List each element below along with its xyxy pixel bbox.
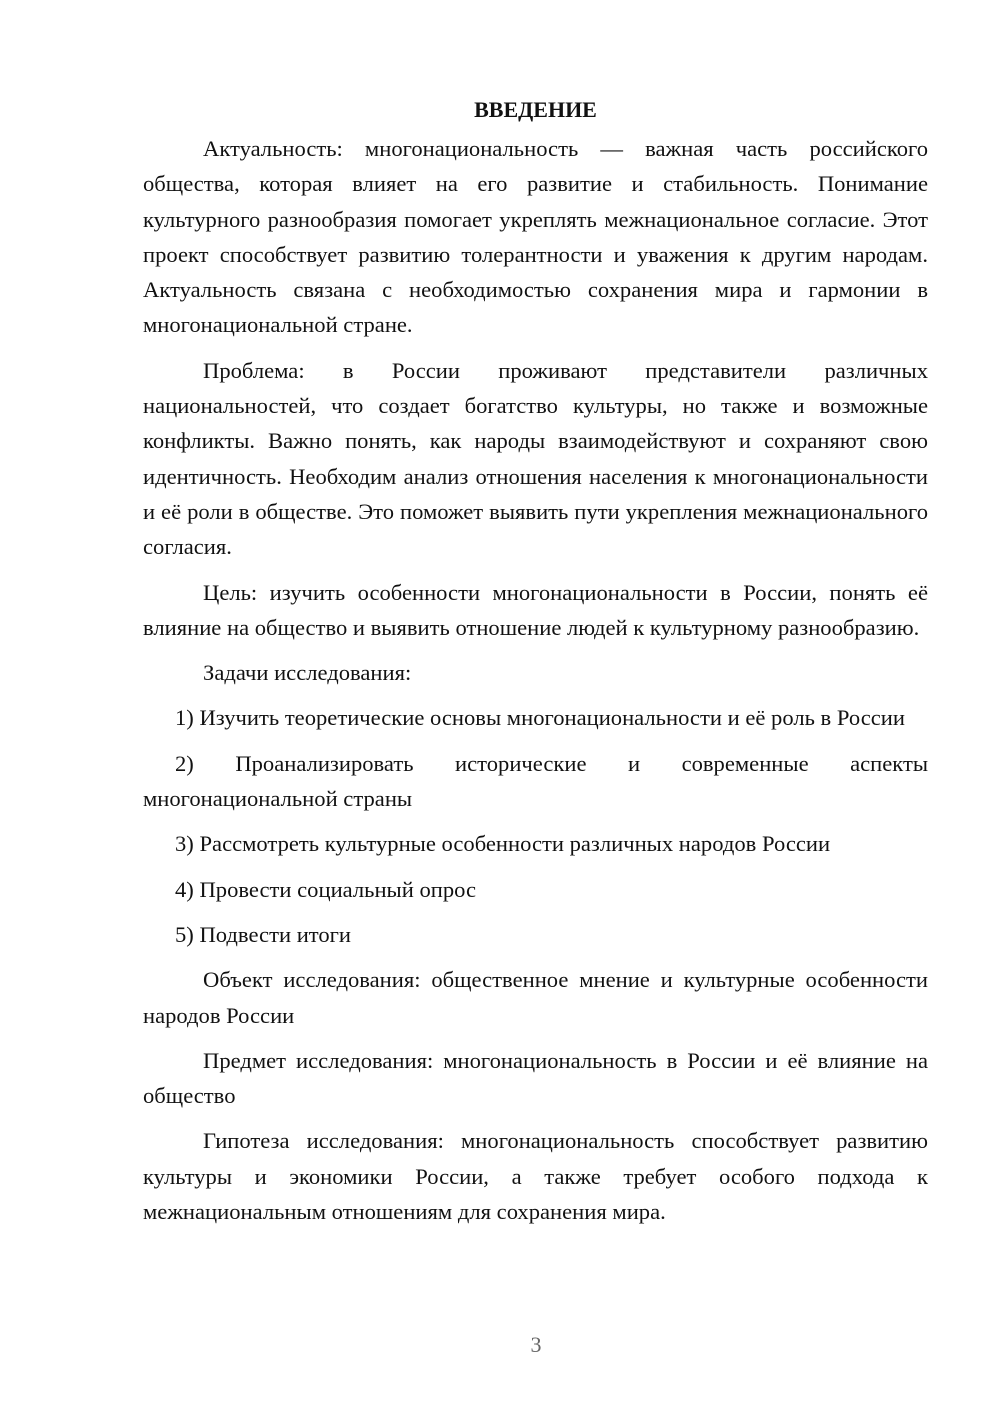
section-title: ВВЕДЕНИЕ — [474, 97, 597, 122]
task-item-1: 1) Изучить теоретические основы многонациональности и её роль в России — [175, 705, 905, 731]
document-page — [143, 92, 928, 1239]
task-item-2: 2) Проанализировать исторические и современные аспекты многонациональной страны — [143, 750, 928, 812]
tasks-heading: Задачи исследования: — [203, 660, 412, 686]
paragraph-goal: Цель: изучить особенности многонациональности в России, понять её влияние на общество и выявить отношение людей к культурному разнообразию. — [143, 579, 928, 640]
task-item-3: 3) Рассмотреть культурные особенности различных народов России — [175, 831, 831, 857]
paragraph-problem: Проблема: в России проживают представители различных национальностей, что создает богатство культуры, но также и возможные конфликты. Важно понять, как народы взаимодействуют и сохраняют свою идентичность. Необходим анализ отношения населения к многонациональности и её роли в обществе. Это поможет выявить пути укрепления межнационального согласия. — [143, 357, 928, 560]
paragraph-relevance: Актуальность: многонациональность — важная часть российского общества, которая влияет на его развитие и стабильность. Понимание культурного разнообразия помогает укреплять межнациональное согласие. Этот проект способствует развитию толерантности и уважения к другим народам. Актуальность связана с необходимостью сохранения мира и гармонии в многонациональной стране. — [143, 136, 928, 338]
task-item-4: 4) Провести социальный опрос — [175, 876, 477, 902]
paragraph-hypothesis: Гипотеза исследования: многонациональность способствует развитию культуры и экономики России, а также требует особого подхода к межнациональным отношениям для сохранения мира. — [143, 1128, 928, 1225]
page-number: 3 — [530, 1332, 542, 1357]
paragraph-object: Объект исследования: общественное мнение и культурные особенности народов России — [143, 967, 928, 1028]
task-item-5: 5) Подвести итоги — [175, 921, 352, 947]
paragraph-subject: Предмет исследования: многонациональность в России и её влияние на общество — [143, 1047, 928, 1109]
